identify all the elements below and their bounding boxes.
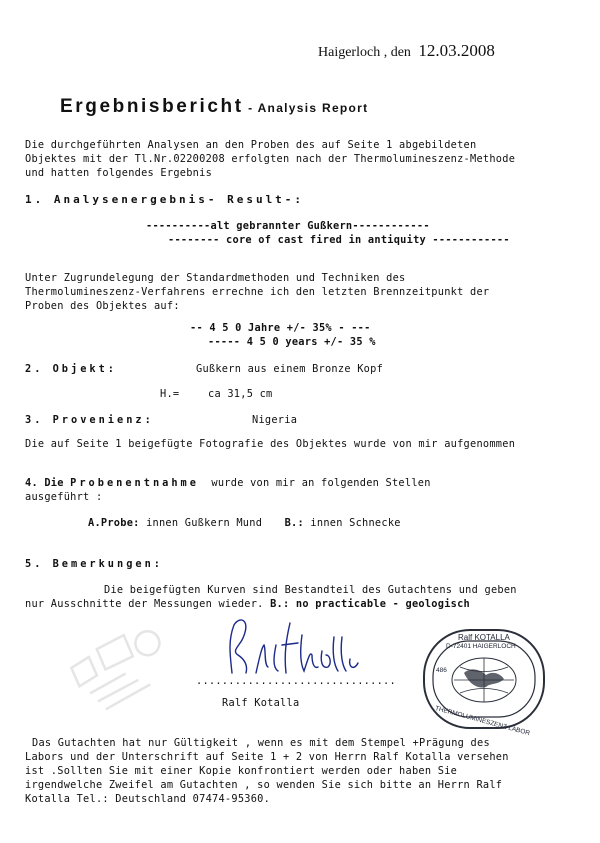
probe-b-value: innen Schnecke [310, 517, 401, 529]
remarks-line-2b: B.: no practicable - geologisch [270, 598, 471, 610]
title-main: Ergebnisbericht [60, 96, 244, 117]
provenance-value: Nigeria [252, 414, 298, 426]
age-en: ----- 4 5 0 years +/- 35 % [208, 336, 376, 348]
laboratory-stamp [420, 627, 548, 738]
section1-heading: 1. Analysenergebnis- Result-: [25, 193, 305, 206]
section1-text-1: Unter Zugrundelegung der Standardmethoden und Techniken des [25, 272, 406, 284]
date: 12.03.2008 [418, 41, 495, 60]
remarks-line-2 [25, 598, 470, 610]
probe-a-value: innen Gußkern Mund [146, 517, 263, 529]
height-value: ca 31,5 cm [208, 388, 273, 400]
age-de: -- 4 5 0 Jahre +/- 35% - --- [190, 322, 371, 334]
probe-line [88, 517, 401, 529]
probe-b-label: B.: [284, 517, 304, 529]
height-label: H.= [160, 388, 180, 400]
place-date-label: Haigerloch , den [318, 45, 411, 60]
section4-heading-a: 4. Die [25, 477, 64, 489]
object-value: Gußkern aus einem Bronze Kopf [196, 363, 384, 375]
stamp-line-3: THERMOLUMINESZENZ LABOR [434, 705, 531, 738]
section1-text-3: Proben des Objektes auf: [25, 300, 180, 312]
signature-name: Ralf Kotalla [222, 697, 300, 709]
section1-text-2: Thermolumineszenz-Verfahrens errechne ich den letzten Brennzeitpunkt der [25, 286, 490, 298]
section2-heading: 2. Objekt: [25, 363, 117, 375]
probe-a-label: A.Probe: [88, 517, 140, 529]
section5-heading: 5. Bemerkungen: [25, 558, 163, 570]
section4-text-a: wurde von mir an folgenden Stellen [211, 477, 431, 489]
footer-line-2: Labors und der Unterschrift auf Seite 1 + 2 von Herrn Ralf Kotalla versehen [25, 751, 509, 763]
footer-line-5: Kotalla Tel.: Deutschland 07474-95360. [25, 793, 271, 805]
stamp-line-1: Ralf KOTALLA [458, 633, 510, 642]
signature-dots: ............................... [196, 675, 396, 687]
intro-line-3: und hatten folgendes Ergebnis [25, 167, 213, 179]
intro-line-2: Objektes mit der Tl.Nr.02200208 erfolgten nach der Thermolumineszenz-Methode [25, 153, 516, 165]
place-date [318, 41, 495, 61]
intro-line-1: Die durchgeführten Analysen an den Proben des auf Seite 1 abgebildeten [25, 139, 477, 151]
title-sub: - Analysis Report [248, 101, 369, 115]
section3-text: Die auf Seite 1 beigefügte Fotografie des Objektes wurde von mir aufgenommen [25, 438, 516, 450]
stamp-line-2: D-72401 HAIGERLOCH [446, 643, 516, 650]
section3-heading: 3. Provenienz: [25, 414, 154, 426]
remarks-line-2a: nur Ausschnitte der Messungen wieder. [25, 598, 264, 610]
stamp-number: 486 [436, 667, 447, 674]
remarks-line-1: Die beigefügten Kurven sind Bestandteil des Gutachtens und geben [104, 584, 517, 596]
embossed-seal-mark [62, 612, 182, 712]
footer-line-4: irgendwelche Zweifel am Gutachten , so wenden Sie sich bitte an Herrn Ralf [25, 779, 503, 791]
section4-text-b: ausgeführt : [25, 491, 103, 503]
result-en: -------- core of cast fired in antiquity ------------ [168, 234, 510, 246]
section4-line-1 [25, 477, 431, 489]
footer-line-1: Das Gutachten hat nur Gültigkeit , wenn es mit dem Stempel +Prägung des [32, 737, 490, 749]
page-title [60, 96, 368, 118]
section4-heading-b: Probenentnahme [70, 477, 199, 489]
footer-line-3: ist .Sollten Sie mit einer Kopie konfrontiert werden oder haben Sie [25, 765, 458, 777]
result-de: ----------alt gebrannter Gußkern------------ [146, 220, 430, 232]
